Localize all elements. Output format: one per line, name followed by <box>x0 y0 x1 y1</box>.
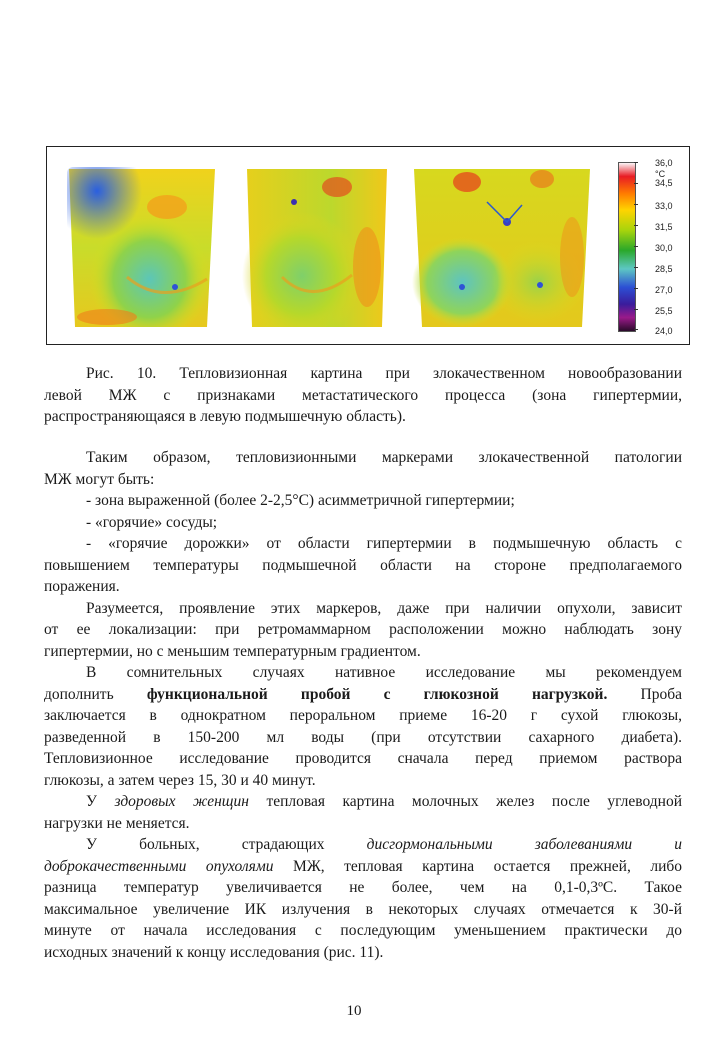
italic-phrase: дисгормональными заболеваниями и <box>366 836 683 853</box>
paragraph-line <box>44 791 682 813</box>
paragraph-line <box>44 856 682 878</box>
scale-label-33: 33,0 <box>655 201 673 211</box>
list-item: - «горячие» сосуды; <box>86 513 218 531</box>
scale-label-30: 30,0 <box>655 243 673 253</box>
scale-label-27: 27,0 <box>655 285 673 295</box>
text-run: У больных, страдающих <box>86 836 325 853</box>
bold-phrase: функциональной пробой с глюкозной нагрузкой. <box>146 685 608 703</box>
paragraph-line: заключается в однократном пероральном приеме 16-20 г сухой глюкозы, <box>44 707 682 724</box>
paragraph-line: нагрузки не меняется. <box>44 814 190 832</box>
scale-label-36: 36,0 <box>655 158 673 168</box>
text-run: дополнить <box>44 685 114 703</box>
paragraph-line <box>44 834 682 856</box>
paragraph-line: В сомнительных случаях нативное исследование мы рекомендуем <box>86 664 682 681</box>
paragraph-line: минуте от начала исследования с последующим уменьшением практически до <box>44 922 682 939</box>
italic-phrase: доброкачественными опухолями <box>44 857 274 875</box>
paragraph-line: максимальное увеличение ИК излучения в некоторых случаях отмечается к 30-й <box>44 900 682 918</box>
thermogram-figure <box>46 146 690 345</box>
scale-label-34-5: 34,5 <box>655 178 673 188</box>
text-run: тепловая картина молочных желез после углеводной <box>266 793 683 810</box>
caption-line: левой МЖ с признаками метастатического процесса (зона гипертермии, <box>44 386 682 404</box>
text-run: МЖ, тепловая картина остается прежней, либо <box>293 857 683 875</box>
scale-label-25-5: 25,5 <box>655 306 673 316</box>
thermogram-right-oblique <box>242 167 392 327</box>
figure-caption <box>44 363 682 428</box>
list-item: - зона выраженной (более 2-2,5°С) асимметричной гипертермии; <box>86 492 515 509</box>
paragraph-line: повышением температуры подмышечной области на стороне предполагаемого <box>44 556 682 574</box>
caption-line: Рис. 10. Тепловизионная картина при злокачественном новообразовании <box>86 365 682 382</box>
paragraph-line: Разумеется, проявление этих маркеров, даже при наличии опухоли, зависит <box>86 599 682 617</box>
paragraph-line <box>44 684 682 706</box>
body-text <box>44 447 682 963</box>
scale-label-31-5: 31,5 <box>655 222 673 232</box>
scale-label-24: 24,0 <box>655 326 673 336</box>
italic-phrase: здоровых женщин <box>114 793 249 810</box>
paragraph-line: Таким образом, тепловизионными маркерами злокачественной патологии <box>86 449 682 466</box>
text-run: У <box>86 793 97 810</box>
paragraph-line: глюкозы, а затем через 15, 30 и 40 минут. <box>44 771 316 789</box>
scale-label-28-5: 28,5 <box>655 264 673 274</box>
paragraph-line: исходных значений к концу исследования (рис. 11). <box>44 943 384 961</box>
text-run: Проба <box>640 685 683 703</box>
paragraph-line: от ее локализации: при ретромаммарном расположении можно наблюдать зону <box>44 621 682 638</box>
paragraph-line: разница температур увеличивается не более, чем на 0,1-0,3ºС. Такое <box>44 879 682 896</box>
paragraph-line: поражения. <box>44 578 120 595</box>
scale-unit: °C <box>655 169 666 179</box>
paragraph-line: гипертермии, но с меньшим температурным градиентом. <box>44 642 421 660</box>
scale-ticks <box>634 162 638 330</box>
list-item: - «горячие дорожки» от области гипертермии в подмышечную область с <box>86 535 682 552</box>
thermogram-frontal <box>412 167 592 327</box>
paragraph-line: МЖ могут быть: <box>44 470 155 488</box>
caption-line: распространяющаяся в левую подмышечную область). <box>44 408 406 425</box>
paragraph-line: Тепловизионное исследование проводится сначала перед приемом раствора <box>44 750 682 767</box>
thermogram-left-oblique <box>67 167 217 327</box>
paragraph-line: разведенной в 150-200 мл воды (при отсутствии сахарного диабета). <box>44 728 682 746</box>
page-number: 10 <box>346 1003 362 1019</box>
